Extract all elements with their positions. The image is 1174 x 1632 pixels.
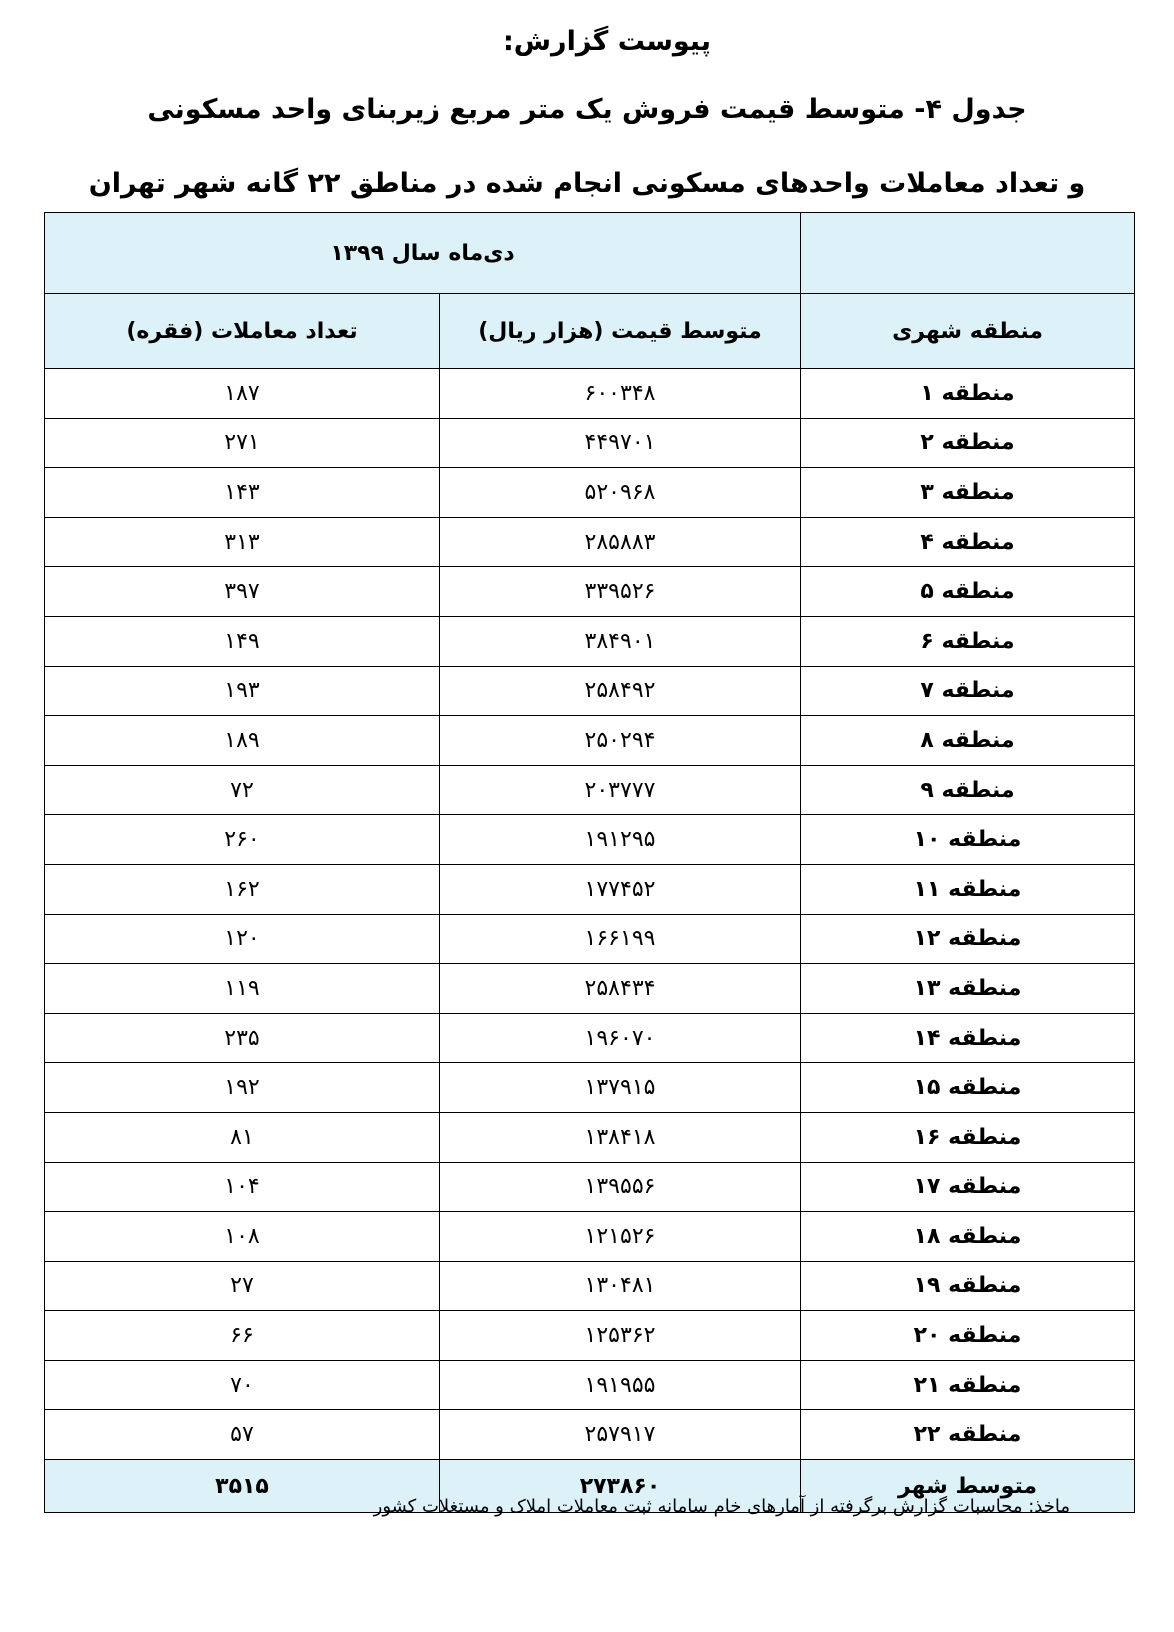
table-row xyxy=(45,567,1135,617)
avg-price-cell: ۱۲۱۵۲۶ xyxy=(440,1212,801,1262)
table-row xyxy=(45,914,1135,964)
avg-price-cell: ۲۵۸۴۳۴ xyxy=(440,964,801,1014)
region-cell: منطقه ۳ xyxy=(801,468,1135,518)
table-title-line-1: جدول ۴- متوسط قیمت فروش یک متر مربع زیربنای واحد مسکونی xyxy=(147,94,1027,125)
transactions-cell: ۲۶۰ xyxy=(45,815,440,865)
transactions-cell: ۷۲ xyxy=(45,765,440,815)
table-row xyxy=(45,1063,1135,1113)
avg-price-cell: ۱۲۵۳۶۲ xyxy=(440,1311,801,1361)
transactions-cell: ۸۱ xyxy=(45,1112,440,1162)
region-cell: منطقه ۱۳ xyxy=(801,964,1135,1014)
region-cell: منطقه ۶ xyxy=(801,616,1135,666)
region-cell: منطقه ۸ xyxy=(801,716,1135,766)
region-cell: منطقه ۹ xyxy=(801,765,1135,815)
transactions-cell: ۱۸۹ xyxy=(45,716,440,766)
table-row xyxy=(45,418,1135,468)
avg-price-cell: ۱۷۷۴۵۲ xyxy=(440,864,801,914)
column-header-avg-price: متوسط قیمت (هزار ریال) xyxy=(440,294,801,369)
table-row xyxy=(45,964,1135,1014)
table-title-line-2: و تعداد معاملات واحدهای مسکونی انجام شده در مناطق ۲۲ گانه شهر تهران xyxy=(88,168,1086,199)
avg-price-cell: ۵۲۰۹۶۸ xyxy=(440,468,801,518)
price-table xyxy=(44,212,1135,1513)
table-row xyxy=(45,1212,1135,1262)
avg-price-cell: ۱۳۷۹۱۵ xyxy=(440,1063,801,1113)
table-row xyxy=(45,716,1135,766)
table-row xyxy=(45,1410,1135,1460)
period-header: دی‌ماه سال ۱۳۹۹ xyxy=(45,213,801,294)
table-row xyxy=(45,1013,1135,1063)
avg-price-cell: ۲۸۵۸۸۳ xyxy=(440,517,801,567)
transactions-cell: ۷۰ xyxy=(45,1360,440,1410)
region-cell: منطقه ۱۱ xyxy=(801,864,1135,914)
table-row xyxy=(45,369,1135,419)
table-row xyxy=(45,468,1135,518)
transactions-cell: ۱۲۰ xyxy=(45,914,440,964)
total-transactions-cell: ۳۵۱۵ xyxy=(45,1460,440,1513)
transactions-cell: ۱۸۷ xyxy=(45,369,440,419)
transactions-cell: ۲۷ xyxy=(45,1261,440,1311)
avg-price-cell: ۱۳۹۵۵۶ xyxy=(440,1162,801,1212)
avg-price-cell: ۳۸۴۹۰۱ xyxy=(440,616,801,666)
region-cell: منطقه ۲۰ xyxy=(801,1311,1135,1361)
source-note: ماخذ: محاسبات گزارش برگرفته از آمارهای خام سامانه ثبت معاملات املاک و مستغلات کشور xyxy=(373,1496,1070,1517)
region-cell: منطقه ۷ xyxy=(801,666,1135,716)
transactions-cell: ۱۶۲ xyxy=(45,864,440,914)
avg-price-cell: ۲۵۷۹۱۷ xyxy=(440,1410,801,1460)
transactions-cell: ۱۴۹ xyxy=(45,616,440,666)
table-row xyxy=(45,815,1135,865)
table-row xyxy=(45,1162,1135,1212)
table-row xyxy=(45,616,1135,666)
transactions-cell: ۱۰۴ xyxy=(45,1162,440,1212)
avg-price-cell: ۲۵۰۲۹۴ xyxy=(440,716,801,766)
transactions-cell: ۳۹۷ xyxy=(45,567,440,617)
table-row xyxy=(45,864,1135,914)
region-cell: منطقه ۲ xyxy=(801,418,1135,468)
region-cell: منطقه ۱۵ xyxy=(801,1063,1135,1113)
avg-price-cell: ۱۶۶۱۹۹ xyxy=(440,914,801,964)
table-row xyxy=(45,1311,1135,1361)
avg-price-cell: ۱۹۶۰۷۰ xyxy=(440,1013,801,1063)
transactions-cell: ۶۶ xyxy=(45,1311,440,1361)
avg-price-cell: ۱۹۱۲۹۵ xyxy=(440,815,801,865)
transactions-cell: ۵۷ xyxy=(45,1410,440,1460)
region-cell: منطقه ۱۸ xyxy=(801,1212,1135,1262)
table-row xyxy=(45,1112,1135,1162)
avg-price-cell: ۱۳۰۴۸۱ xyxy=(440,1261,801,1311)
report-heading: پیوست گزارش: xyxy=(503,26,711,57)
region-cell: منطقه ۱۰ xyxy=(801,815,1135,865)
region-cell: منطقه ۱۲ xyxy=(801,914,1135,964)
avg-price-cell: ۲۵۸۴۹۲ xyxy=(440,666,801,716)
table-row xyxy=(45,1360,1135,1410)
transactions-cell: ۱۹۳ xyxy=(45,666,440,716)
table-row xyxy=(45,517,1135,567)
avg-price-cell: ۱۳۸۴۱۸ xyxy=(440,1112,801,1162)
column-header-row xyxy=(45,294,1135,369)
region-cell: منطقه ۲۲ xyxy=(801,1410,1135,1460)
region-cell: منطقه ۱۹ xyxy=(801,1261,1135,1311)
transactions-cell: ۲۷۱ xyxy=(45,418,440,468)
transactions-cell: ۱۹۲ xyxy=(45,1063,440,1113)
transactions-cell: ۲۳۵ xyxy=(45,1013,440,1063)
transactions-cell: ۱۰۸ xyxy=(45,1212,440,1262)
region-cell: منطقه ۴ xyxy=(801,517,1135,567)
transactions-cell: ۱۱۹ xyxy=(45,964,440,1014)
total-region-cell: متوسط شهر xyxy=(801,1460,1135,1513)
avg-price-cell: ۶۰۰۳۴۸ xyxy=(440,369,801,419)
column-header-region: منطقه شهری xyxy=(801,294,1135,369)
total-avg-price-cell: ۲۷۳۸۶۰ xyxy=(440,1460,801,1513)
empty-header-cell xyxy=(801,213,1135,294)
transactions-cell: ۱۴۳ xyxy=(45,468,440,518)
region-cell: منطقه ۲۱ xyxy=(801,1360,1135,1410)
table-row xyxy=(45,1261,1135,1311)
avg-price-cell: ۱۹۱۹۵۵ xyxy=(440,1360,801,1410)
region-cell: منطقه ۵ xyxy=(801,567,1135,617)
avg-price-cell: ۳۳۹۵۲۶ xyxy=(440,567,801,617)
region-cell: منطقه ۱۷ xyxy=(801,1162,1135,1212)
table-row xyxy=(45,765,1135,815)
table-row xyxy=(45,666,1135,716)
avg-price-cell: ۲۰۳۷۷۷ xyxy=(440,765,801,815)
region-cell: منطقه ۱۴ xyxy=(801,1013,1135,1063)
region-cell: منطقه ۱ xyxy=(801,369,1135,419)
column-header-transactions: تعداد معاملات (فقره) xyxy=(45,294,440,369)
avg-price-cell: ۴۴۹۷۰۱ xyxy=(440,418,801,468)
transactions-cell: ۳۱۳ xyxy=(45,517,440,567)
region-cell: منطقه ۱۶ xyxy=(801,1112,1135,1162)
period-header-row xyxy=(45,213,1135,294)
